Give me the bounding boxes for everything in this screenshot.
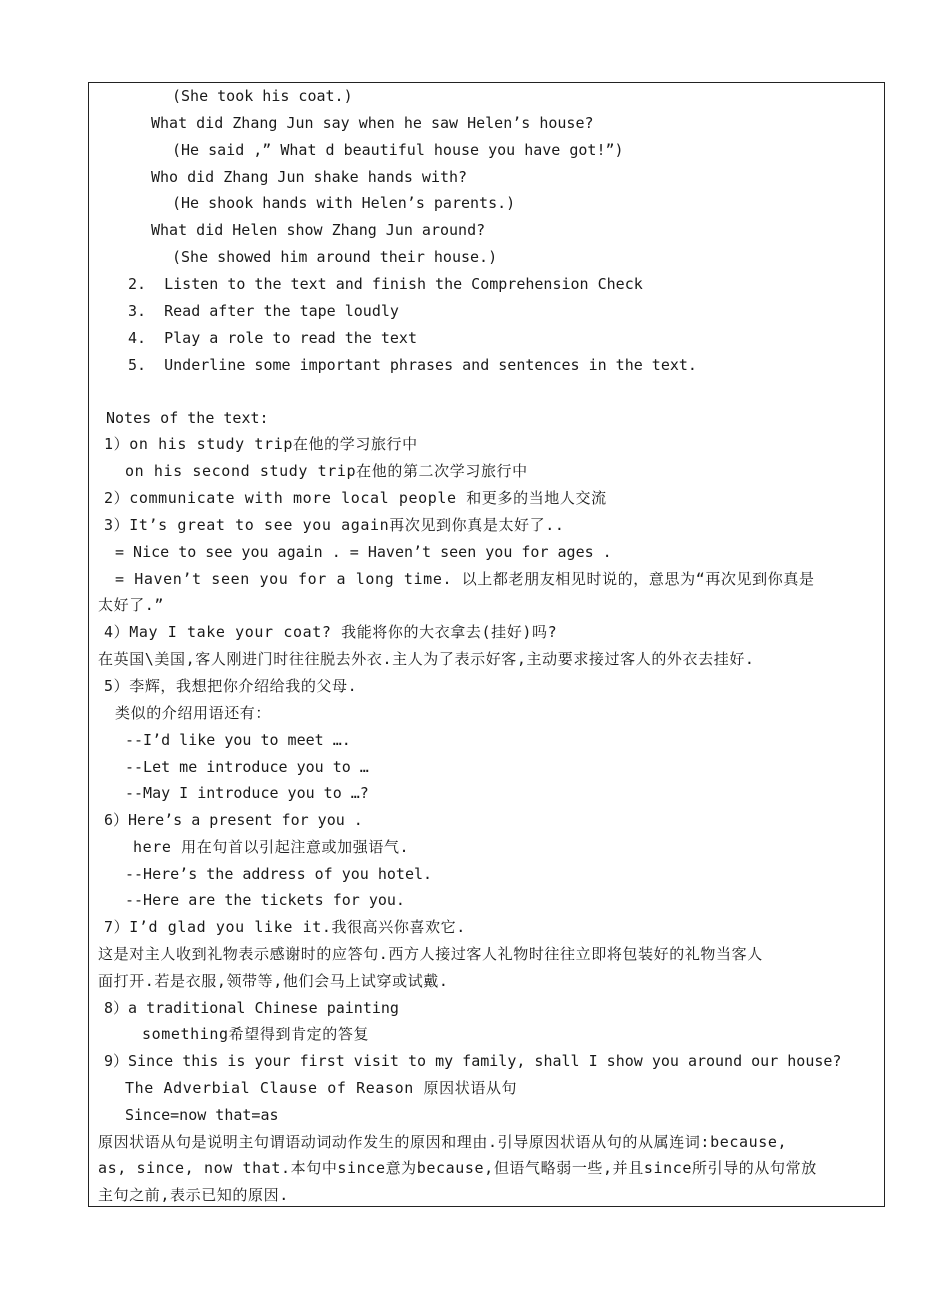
note-line: 5）李辉，我想把你介绍给我的父母. bbox=[104, 677, 358, 695]
note-line: = Nice to see you again . = Haven’t seen you for ages . bbox=[115, 543, 612, 561]
note-line: 9）Since this is your first visit to my family, shall I show you around our house? bbox=[104, 1052, 842, 1070]
task-item: 5. Underline some important phrases and sentences in the text. bbox=[128, 356, 697, 374]
note-line: here 用在句首以引起注意或加强语气. bbox=[133, 838, 410, 856]
note-line: 主句之前,表示已知的原因. bbox=[98, 1186, 289, 1204]
note-line: 太好了.” bbox=[98, 596, 165, 614]
example-line: --Let me introduce you to … bbox=[125, 758, 369, 776]
example-line: --Here are the tickets for you. bbox=[125, 891, 405, 909]
note-line: 6）Here’s a present for you . bbox=[104, 811, 363, 829]
note-line: 原因状语从句是说明主句谓语动词动作发生的原因和理由.引导原因状语从句的从属连词:because, bbox=[98, 1133, 788, 1151]
note-line: 这是对主人收到礼物表示感谢时的应答句.西方人接过客人礼物时往往立即将包装好的礼物当客人 bbox=[98, 945, 763, 963]
task-item: 2. Listen to the text and finish the Comprehension Check bbox=[128, 275, 643, 293]
note-line: 面打开.若是衣服,领带等,他们会马上试穿或试戴. bbox=[98, 972, 449, 990]
question-line: What did Helen show Zhang Jun around? bbox=[151, 221, 486, 239]
note-line: The Adverbial Clause of Reason 原因状语从句 bbox=[125, 1079, 518, 1097]
question-line: Who did Zhang Jun shake hands with? bbox=[151, 168, 468, 186]
note-line: as, since, now that.本句中since意为because,但语气略弱一些,并且since所引导的从句常放 bbox=[98, 1159, 817, 1177]
note-line: 类似的介绍用语还有： bbox=[115, 704, 272, 722]
note-line: 3）It’s great to see you again再次见到你真是太好了.. bbox=[104, 516, 565, 534]
note-line: on his second study trip在他的第二次学习旅行中 bbox=[125, 462, 528, 480]
note-line: something希望得到肯定的答复 bbox=[142, 1025, 370, 1043]
answer-line: (She showed him around their house.) bbox=[172, 248, 498, 266]
note-line: 7）I’d glad you like it.我很高兴你喜欢它. bbox=[104, 918, 466, 936]
note-line: = Haven’t seen you for a long time. 以上都老朋友相见时说的，意思为“再次见到你真是 bbox=[115, 570, 815, 588]
example-line: --Here’s the address of you hotel. bbox=[125, 865, 433, 883]
example-line: --May I introduce you to …? bbox=[125, 784, 369, 802]
question-line: What did Zhang Jun say when he saw Helen’s house? bbox=[151, 114, 594, 132]
answer-line: (He shook hands with Helen’s parents.) bbox=[172, 194, 516, 212]
note-line: 1）on his study trip在他的学习旅行中 bbox=[104, 435, 418, 453]
note-line: 8）a traditional Chinese painting bbox=[104, 999, 399, 1017]
note-line: 在英国\美国,客人刚进门时往往脱去外衣.主人为了表示好客,主动要求接过客人的外衣去挂好. bbox=[98, 650, 755, 668]
task-item: 4. Play a role to read the text bbox=[128, 329, 417, 347]
task-item: 3. Read after the tape loudly bbox=[128, 302, 399, 320]
note-line: 4）May I take your coat? 我能将你的大衣拿去(挂好)吗? bbox=[104, 623, 558, 641]
note-line: 2）communicate with more local people 和更多的当地人交流 bbox=[104, 489, 607, 507]
example-line: --I’d like you to meet …. bbox=[125, 731, 351, 749]
answer-line: (She took his coat.) bbox=[172, 87, 353, 105]
answer-line: (He said ,” What d beautiful house you have got!”) bbox=[172, 141, 624, 159]
note-line: Since=now that=as bbox=[125, 1106, 279, 1124]
notes-heading: Notes of the text: bbox=[106, 409, 269, 427]
